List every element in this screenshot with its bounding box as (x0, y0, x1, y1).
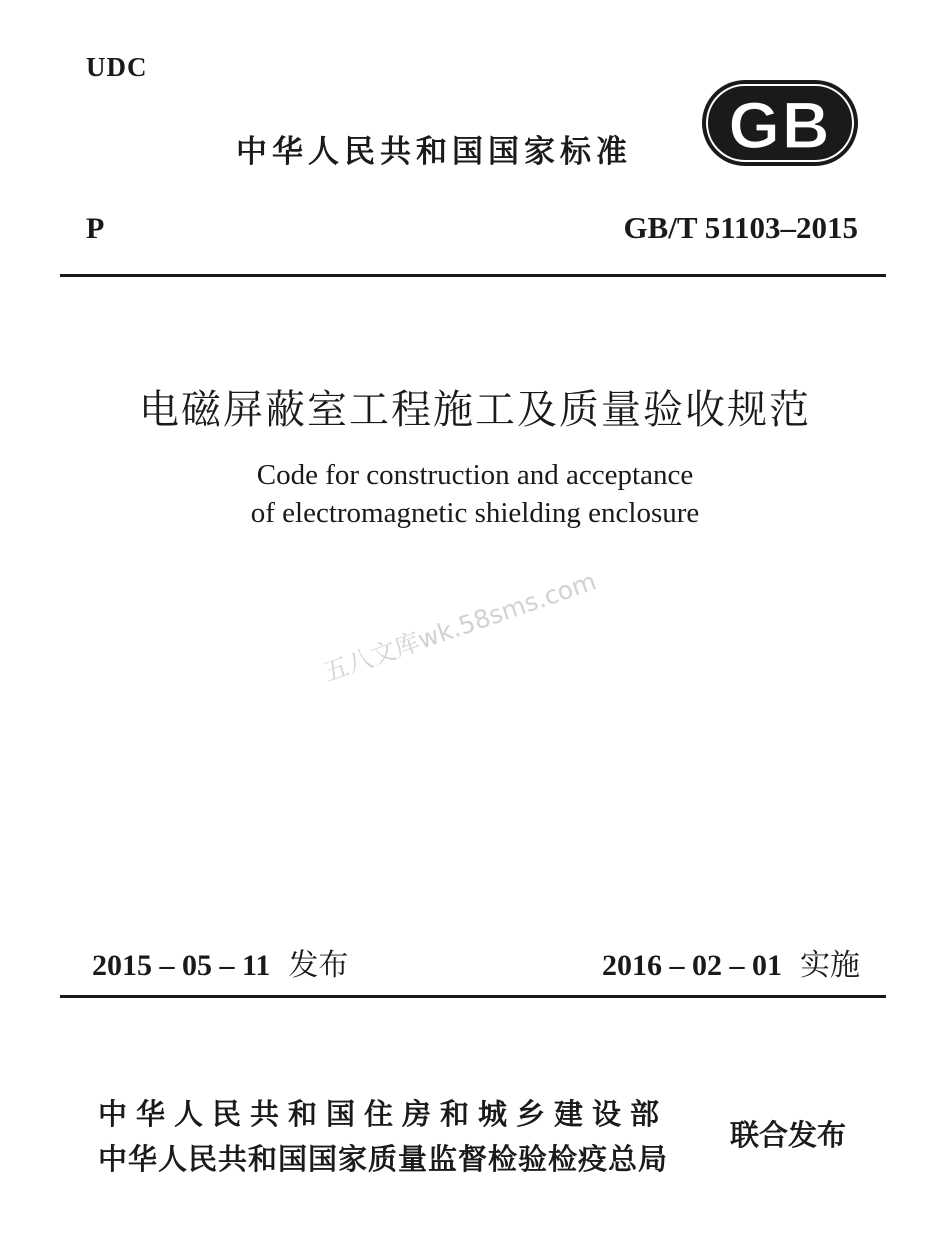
udc-label: UDC (86, 52, 148, 82)
issue-date-row (92, 940, 348, 984)
title-english (0, 456, 950, 532)
title-english-line-2: of electromagnetic shielding enclosure (250, 497, 700, 529)
bottom-divider (60, 995, 886, 998)
standard-series: 中华人民共和国国家标准 (236, 134, 632, 170)
publisher-1: 中华人民共和国住房和城乡建设部 (98, 1097, 669, 1131)
issue-date: 2015 – 05 – 11 (92, 949, 271, 982)
gb-logo (700, 78, 860, 168)
implement-label: 实施 (800, 948, 860, 983)
issue-label: 发布 (288, 948, 349, 983)
publisher-2: 中华人民共和国国家质量监督检验检疫总局 (98, 1142, 669, 1176)
top-divider (60, 274, 886, 277)
gb-logo-text: GB (728, 88, 832, 162)
title-english-line-1: Code for construction and acceptance (256, 459, 694, 491)
implement-date: 2016 – 02 – 01 (602, 949, 782, 982)
gb-logo-icon (700, 78, 860, 168)
standard-number: GB/T 51103–2015 (623, 210, 858, 245)
category-label: P (86, 212, 105, 245)
joint-issue-label: 联合发布 (730, 1118, 847, 1152)
title-chinese: 电磁屏蔽室工程施工及质量验收规范 (139, 387, 811, 433)
watermark: 五八文库wk.58sms.com (319, 566, 600, 688)
implement-date-row (602, 940, 860, 984)
